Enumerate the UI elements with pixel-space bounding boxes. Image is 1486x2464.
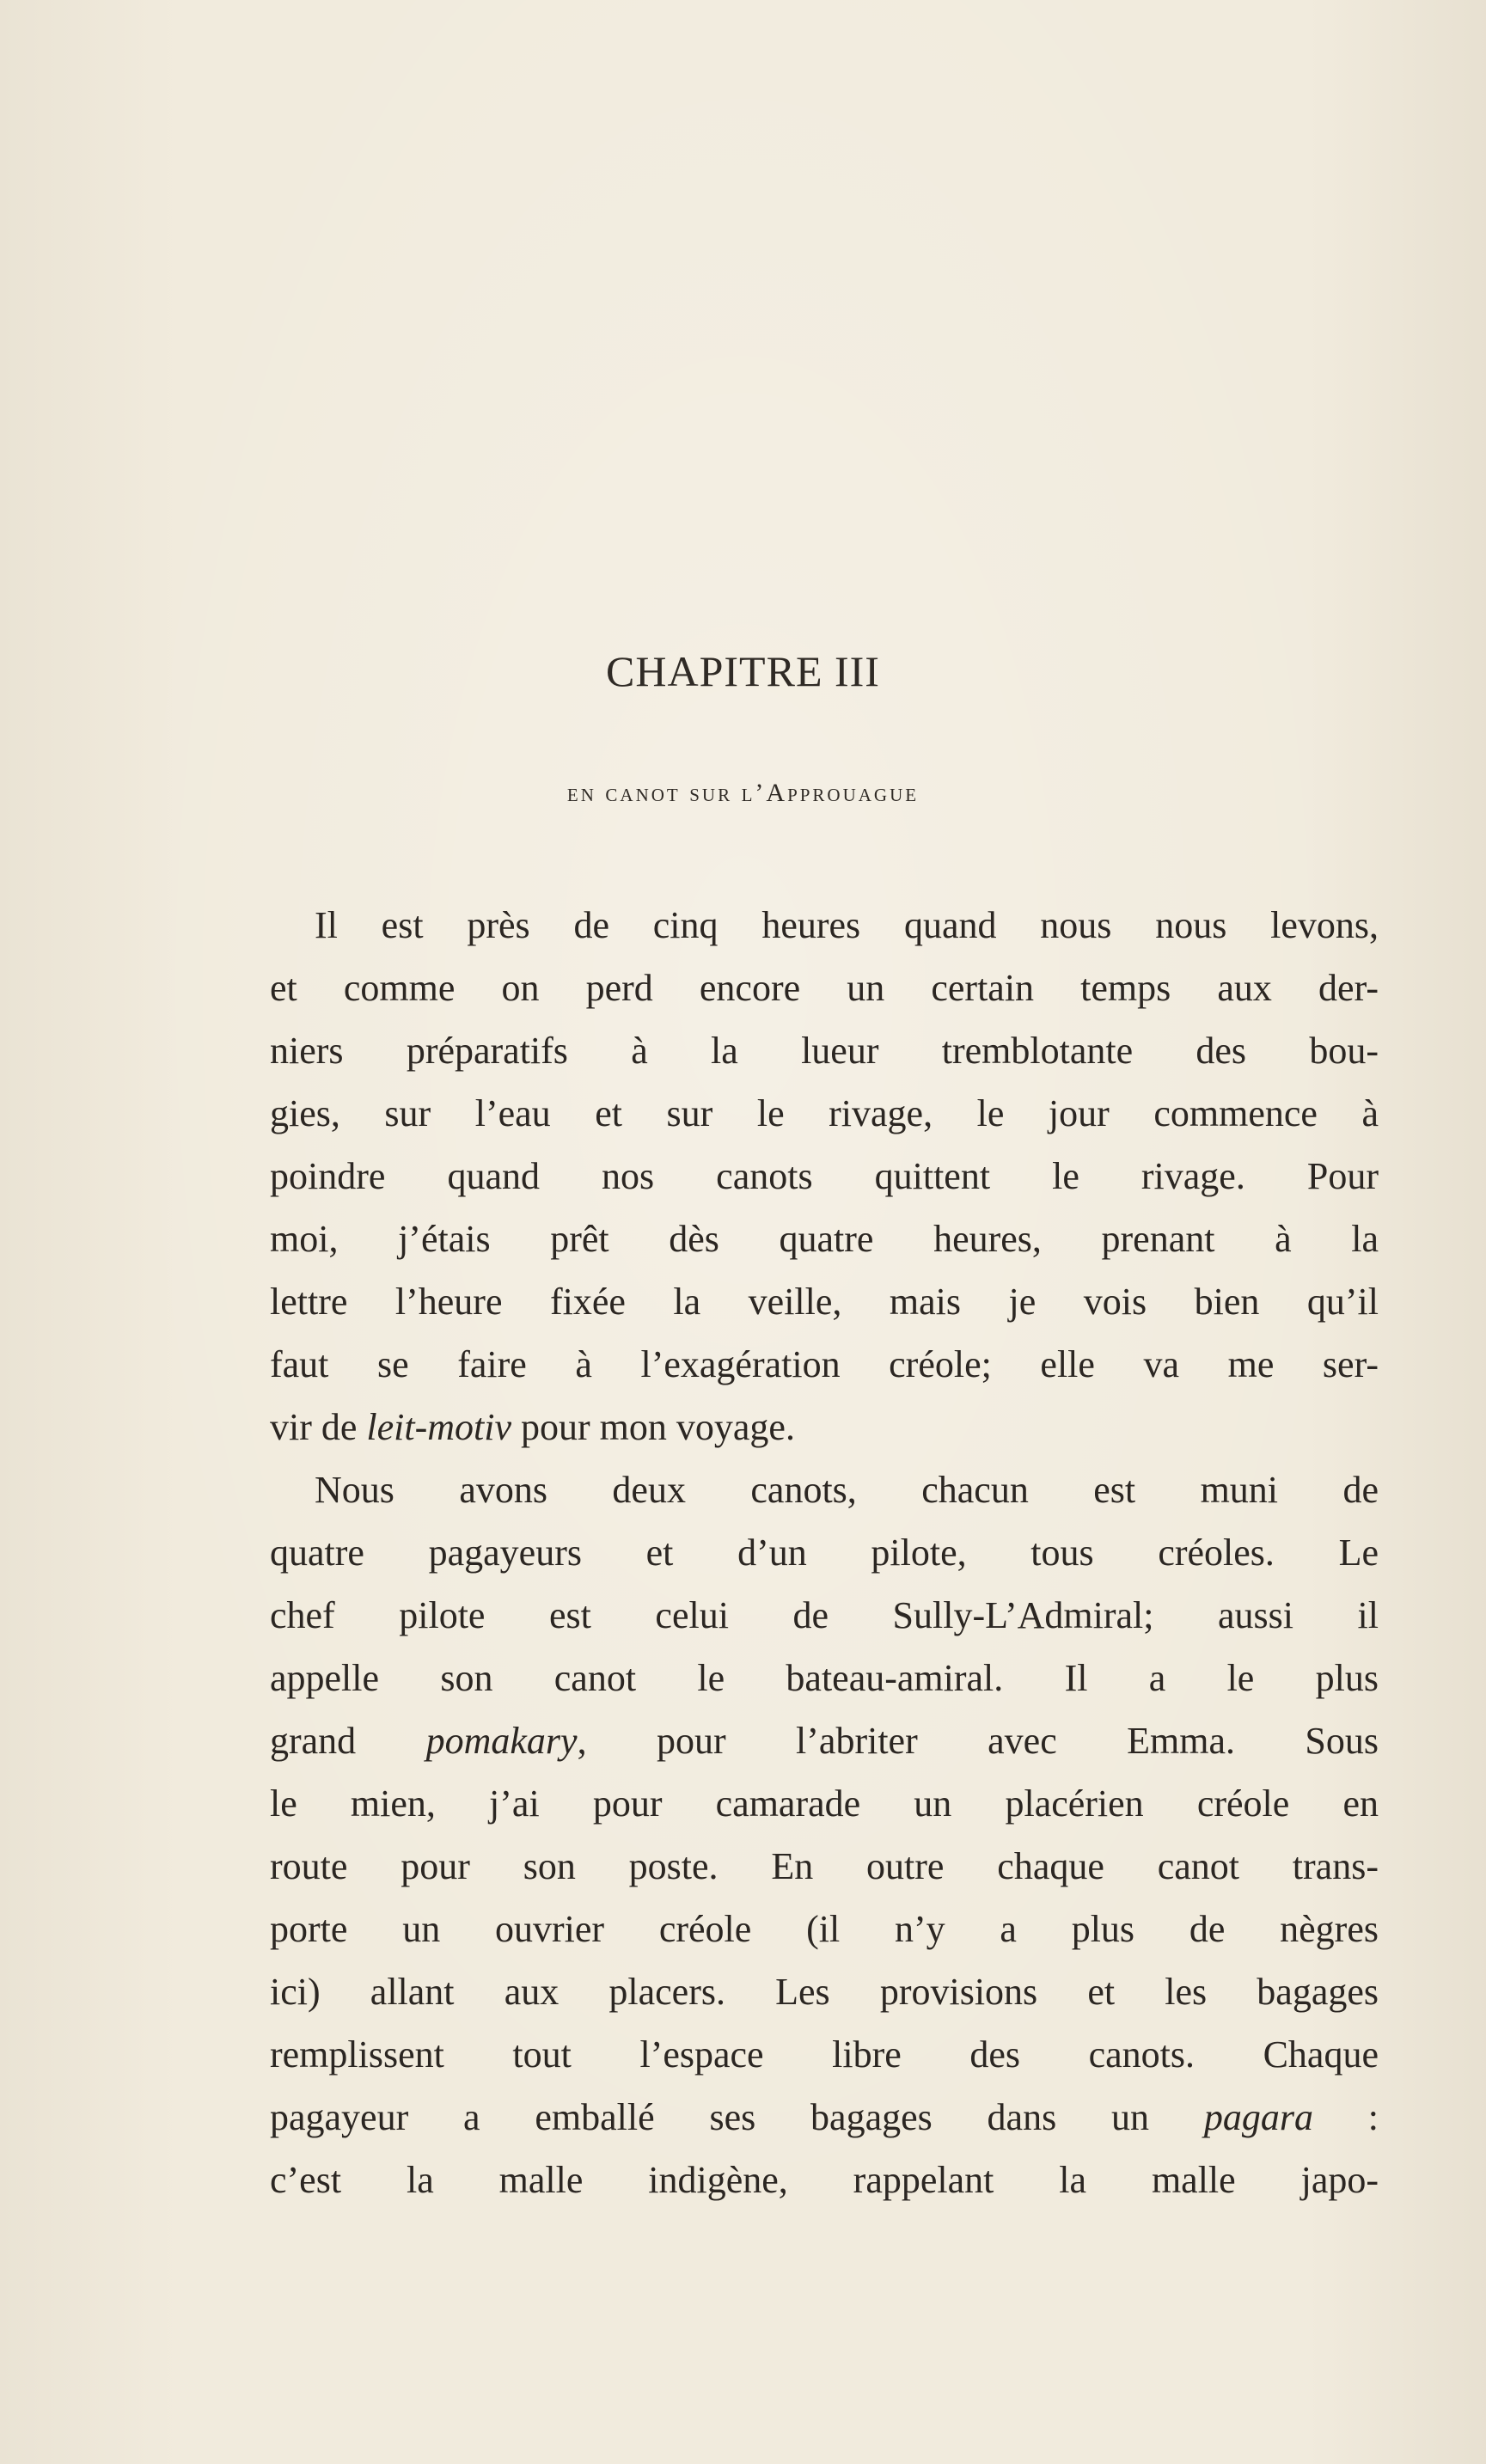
text-line-3: niers préparatifs à la lueur tremblotante des bou-: [270, 1030, 1379, 1072]
text-line-21: c’est la malle indigène, rappelant la malle japo-: [270, 2159, 1379, 2201]
text-line-9: vir de leit-motiv pour mon voyage.: [270, 1406, 795, 1448]
text-line-20: pagayeur a emballé ses bagages dans un pagara :: [270, 2096, 1379, 2138]
text-line-17: porte un ouvrier créole (il n’y a plus de nègres: [270, 1908, 1379, 1950]
chapter-title: CHAPITRE III: [606, 647, 880, 695]
text-line-15: le mien, j’ai pour camarade un placérien créole en: [270, 1782, 1379, 1825]
text-line-14: grand pomakary, pour l’abriter avec Emma. Sous: [270, 1720, 1379, 1762]
text-line-5: poindre quand nos canots quittent le rivage. Pour: [270, 1155, 1379, 1197]
text-line-10: Nous avons deux canots, chacun est muni de: [315, 1469, 1379, 1511]
text-line-13: appelle son canot le bateau-amiral. Il a le plus: [270, 1657, 1379, 1699]
text-line-18: ici) allant aux placers. Les provisions et les bagages: [270, 1971, 1379, 2013]
text-line-1: Il est près de cinq heures quand nous nous levons,: [315, 904, 1379, 946]
text-line-12: chef pilote est celui de Sully-L’Admiral; aussi il: [270, 1594, 1379, 1636]
text-line-16: route pour son poste. En outre chaque canot trans-: [270, 1845, 1379, 1887]
text-line-4: gies, sur l’eau et sur le rivage, le jour commence à: [270, 1092, 1379, 1134]
text-line-19: remplissent tout l’espace libre des canots. Chaque: [270, 2033, 1379, 2076]
text-line-8: faut se faire à l’exagération créole; elle va me ser-: [270, 1343, 1379, 1385]
text-line-6: moi, j’étais prêt dès quatre heures, prenant à la: [270, 1218, 1379, 1260]
text-line-7: lettre l’heure fixée la veille, mais je vois bien qu’il: [270, 1281, 1379, 1323]
chapter-subtitle: en canot sur l’Approuague: [566, 779, 920, 807]
text-line-2: et comme on perd encore un certain temps aux der-: [270, 967, 1379, 1009]
text-line-11: quatre pagayeurs et d’un pilote, tous créoles. Le: [270, 1532, 1379, 1574]
body-text: [270, 894, 1379, 2211]
